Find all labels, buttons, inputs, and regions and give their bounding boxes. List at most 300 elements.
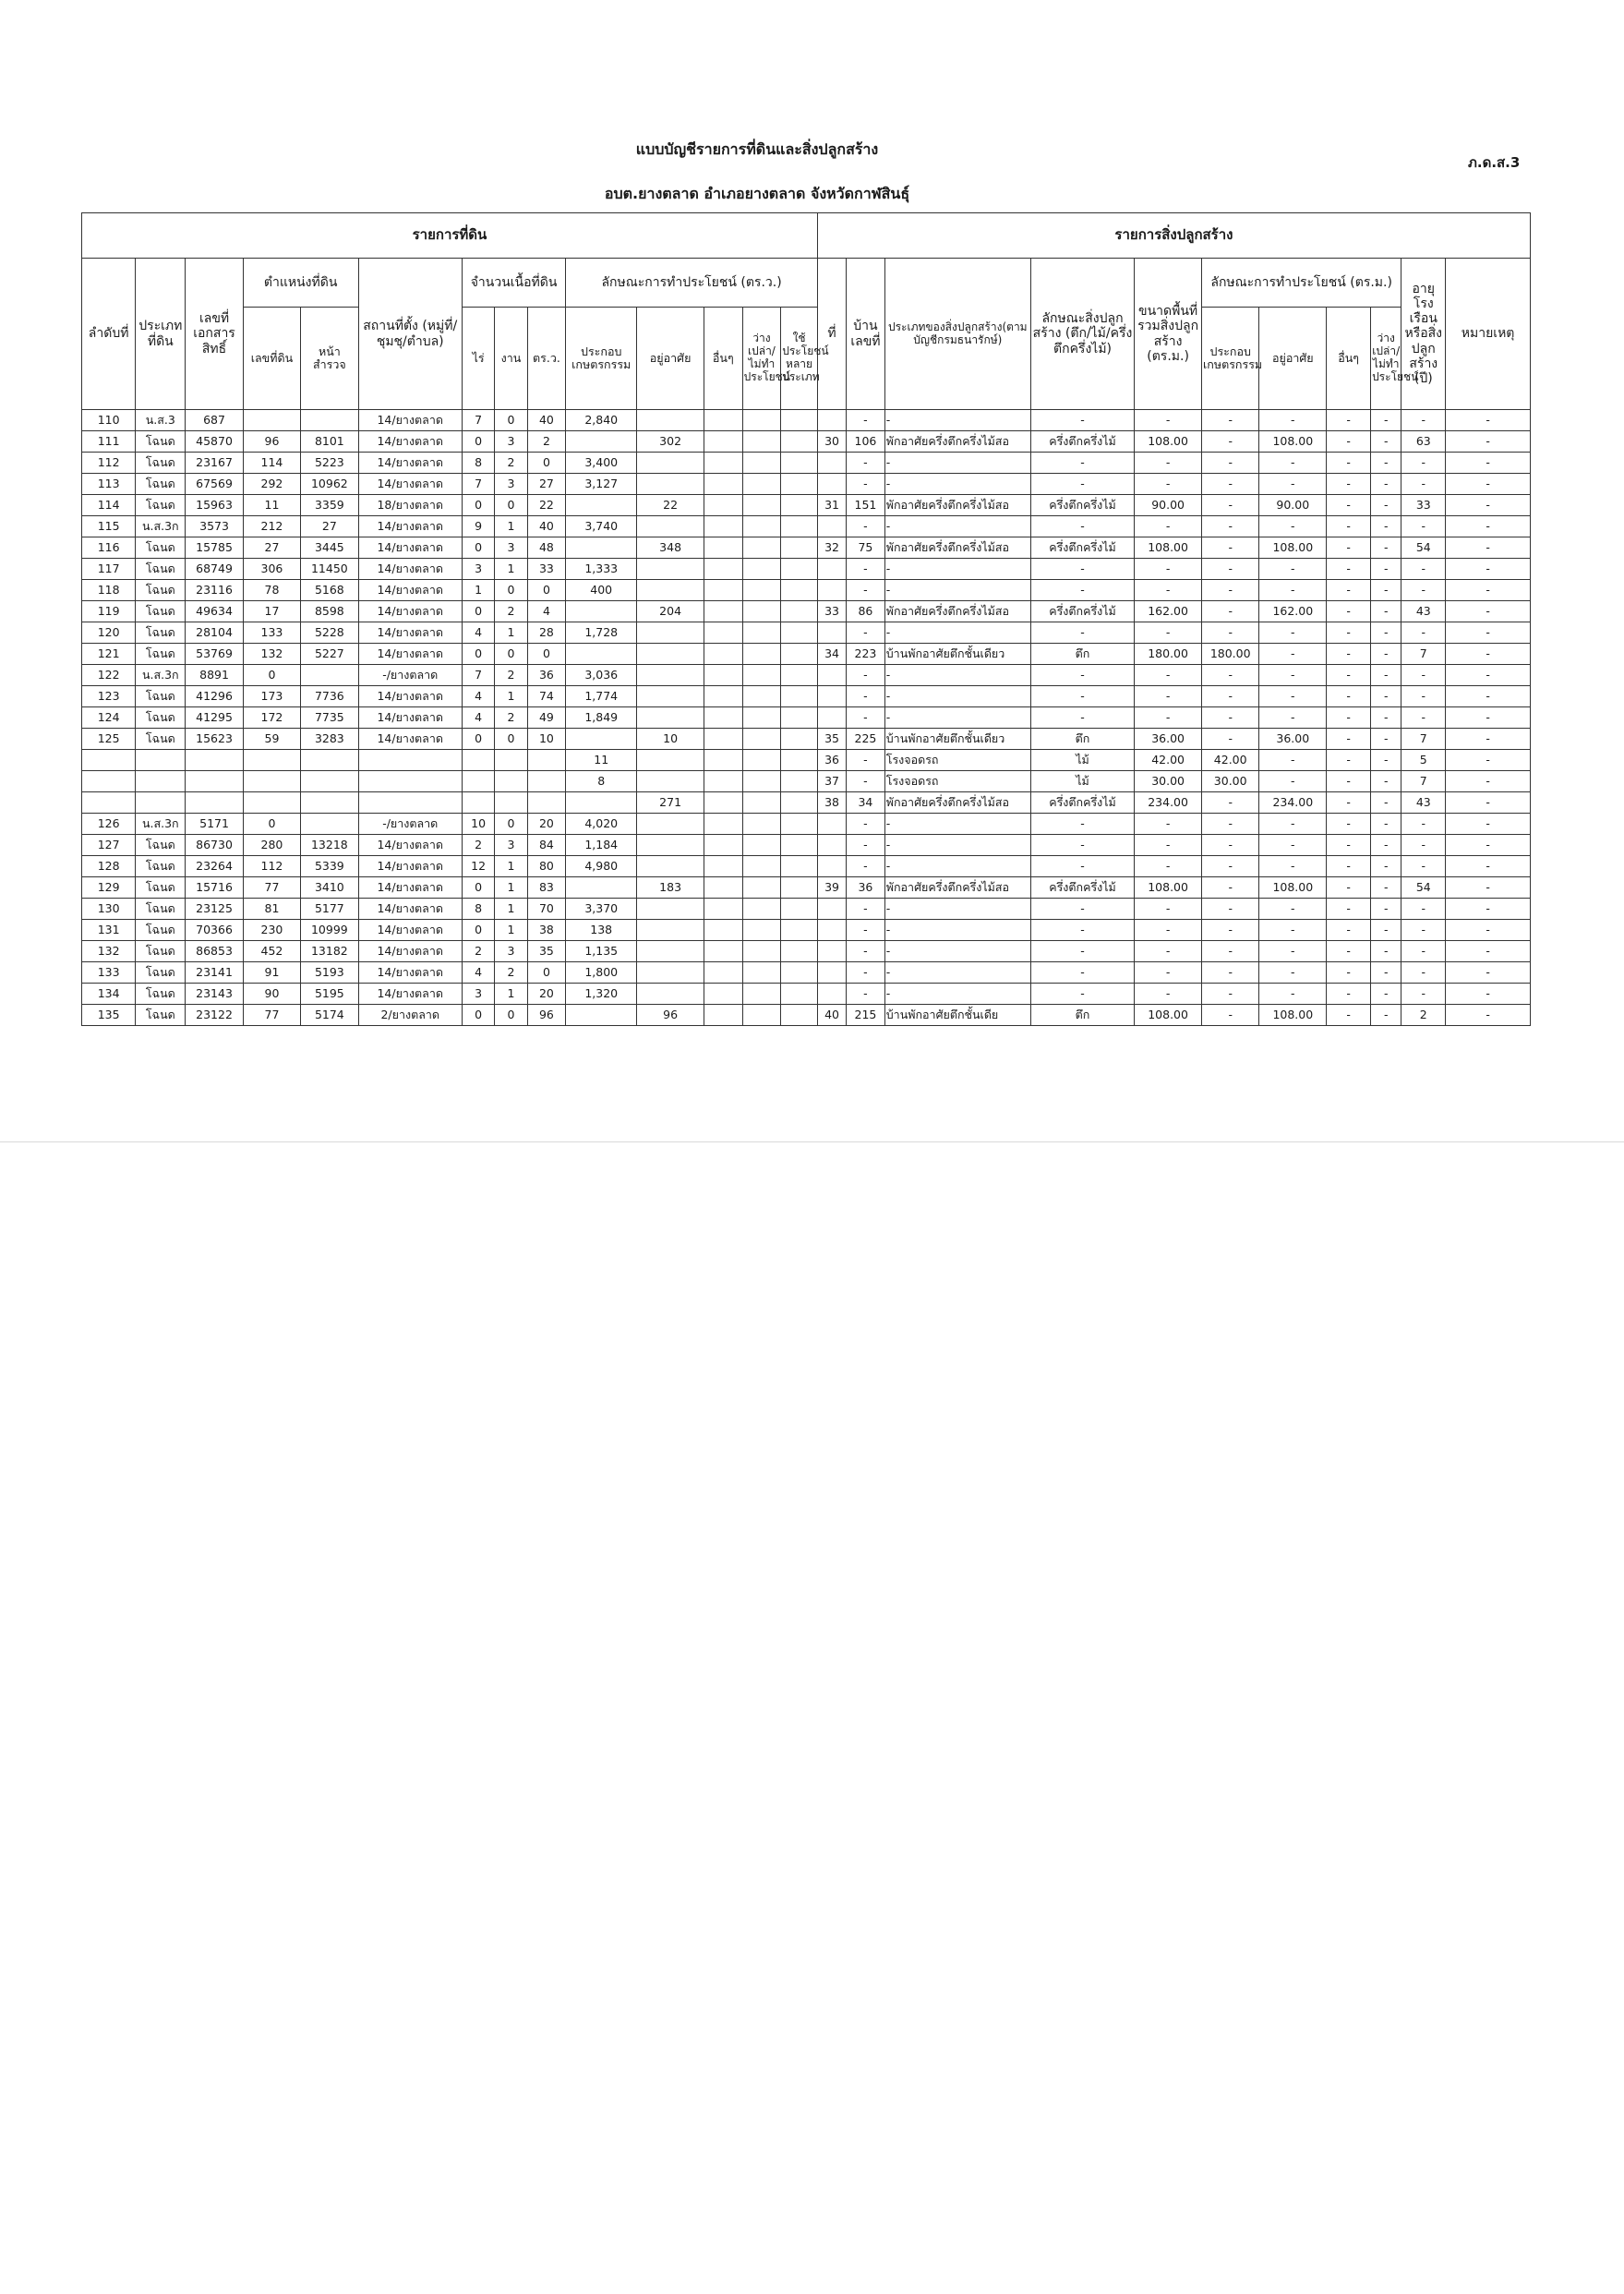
cell-addr: 2/ยางตลาด — [358, 1005, 462, 1026]
cell-bno: 34 — [817, 644, 846, 665]
cell-rmk: - — [1446, 771, 1531, 792]
cell-bage: 7 — [1401, 729, 1446, 750]
cell-btype: - — [884, 516, 1030, 537]
cell-bhouse: - — [847, 580, 885, 601]
table-row — [82, 856, 1531, 877]
cell-oth — [704, 580, 743, 601]
cell-rai: 12 — [462, 856, 494, 877]
cell-agri — [566, 601, 637, 622]
cell-land: 112 — [243, 856, 300, 877]
cell-res — [637, 707, 704, 729]
cell-agri — [566, 431, 637, 453]
table-row — [82, 644, 1531, 665]
cell-ngan: 2 — [495, 665, 527, 686]
cell-page — [301, 771, 358, 792]
cell-type: โฉนด — [136, 856, 186, 877]
cell-bage: 43 — [1401, 601, 1446, 622]
cell-bkind: - — [1030, 410, 1134, 431]
cell-bres: 108.00 — [1259, 877, 1327, 899]
cell-oth — [704, 814, 743, 835]
cell-mix — [781, 580, 818, 601]
cell-bres: - — [1259, 835, 1327, 856]
cell-doc: 15785 — [186, 537, 243, 559]
cell-oth — [704, 665, 743, 686]
cell-bage: - — [1401, 453, 1446, 474]
cell-addr: 14/ยางตลาด — [358, 580, 462, 601]
cell-bres: - — [1259, 516, 1327, 537]
cell-vac — [742, 984, 781, 1005]
cell-addr: 14/ยางตลาด — [358, 856, 462, 877]
cell-bagri: 180.00 — [1202, 644, 1259, 665]
cell-bkind: ตึก — [1030, 729, 1134, 750]
cell-doc: 15716 — [186, 877, 243, 899]
cell-addr: 14/ยางตลาด — [358, 835, 462, 856]
cell-bres: 90.00 — [1259, 495, 1327, 516]
cell-rmk: - — [1446, 537, 1531, 559]
cell-addr: 14/ยางตลาด — [358, 559, 462, 580]
cell-btype: - — [884, 580, 1030, 601]
cell-mix — [781, 835, 818, 856]
cell-bvac: - — [1371, 644, 1401, 665]
cell-res — [637, 941, 704, 962]
cell-bkind: - — [1030, 622, 1134, 644]
cell-bage: - — [1401, 516, 1446, 537]
cell-bno: 36 — [817, 750, 846, 771]
cell-bno — [817, 516, 846, 537]
cell-bno: 32 — [817, 537, 846, 559]
cell-bhouse: - — [847, 814, 885, 835]
cell-btype: - — [884, 559, 1030, 580]
cell-bno: 31 — [817, 495, 846, 516]
cell-doc: 49634 — [186, 601, 243, 622]
cell-land: 212 — [243, 516, 300, 537]
cell-res — [637, 410, 704, 431]
cell-land: 17 — [243, 601, 300, 622]
cell-bkind: - — [1030, 474, 1134, 495]
cell-res — [637, 516, 704, 537]
cell-page: 5227 — [301, 644, 358, 665]
col-doc-no: เลขที่เอกสารสิทธิ์ — [186, 259, 243, 410]
cell-type: โฉนด — [136, 899, 186, 920]
cell-vac — [742, 941, 781, 962]
cell-both: - — [1327, 644, 1371, 665]
cell-type: โฉนด — [136, 962, 186, 984]
cell-type: โฉนด — [136, 686, 186, 707]
cell-ngan: 2 — [495, 601, 527, 622]
cell-both: - — [1327, 1005, 1371, 1026]
cell-ngan: 0 — [495, 729, 527, 750]
cell-addr: 14/ยางตลาด — [358, 453, 462, 474]
cell-addr: 18/ยางตลาด — [358, 495, 462, 516]
cell-bsize: - — [1135, 856, 1202, 877]
cell-bagri: - — [1202, 431, 1259, 453]
cell-land — [243, 771, 300, 792]
cell-res — [637, 835, 704, 856]
cell-seq: 112 — [82, 453, 136, 474]
cell-bvac: - — [1371, 984, 1401, 1005]
cell-bres: 108.00 — [1259, 537, 1327, 559]
cell-mix — [781, 729, 818, 750]
cell-seq: 118 — [82, 580, 136, 601]
col-bu-other: อื่นๆ — [1327, 308, 1371, 410]
cell-res — [637, 920, 704, 941]
cell-seq: 124 — [82, 707, 136, 729]
cell-bhouse: - — [847, 622, 885, 644]
cell-rmk: - — [1446, 495, 1531, 516]
cell-wa: 27 — [527, 474, 566, 495]
cell-seq: 134 — [82, 984, 136, 1005]
cell-bno: 35 — [817, 729, 846, 750]
cell-bagri: - — [1202, 580, 1259, 601]
cell-seq: 119 — [82, 601, 136, 622]
cell-ngan: 1 — [495, 920, 527, 941]
col-survey-page: หน้าสำรวจ — [301, 308, 358, 410]
cell-oth — [704, 941, 743, 962]
cell-bres: - — [1259, 644, 1327, 665]
cell-bres: - — [1259, 580, 1327, 601]
cell-agri — [566, 1005, 637, 1026]
cell-seq: 115 — [82, 516, 136, 537]
cell-bagri: - — [1202, 707, 1259, 729]
cell-both: - — [1327, 622, 1371, 644]
cell-type: น.ส.3 — [136, 410, 186, 431]
cell-bno — [817, 686, 846, 707]
cell-doc: 15963 — [186, 495, 243, 516]
cell-bsize: 108.00 — [1135, 1005, 1202, 1026]
cell-btype: - — [884, 474, 1030, 495]
cell-both: - — [1327, 750, 1371, 771]
cell-both: - — [1327, 877, 1371, 899]
cell-bvac: - — [1371, 474, 1401, 495]
table-row — [82, 580, 1531, 601]
cell-bvac: - — [1371, 856, 1401, 877]
cell-both: - — [1327, 431, 1371, 453]
cell-ngan: 0 — [495, 1005, 527, 1026]
cell-land: 0 — [243, 665, 300, 686]
cell-page: 5193 — [301, 962, 358, 984]
cell-agri — [566, 729, 637, 750]
document-subtitle: อบต.ยางตลาด อำเภอยางตลาด จังหวัดกาฬสินธุ์ — [604, 185, 910, 202]
cell-bsize: - — [1135, 580, 1202, 601]
cell-bhouse: - — [847, 410, 885, 431]
cell-bkind: ครึ่งตึกครึ่งไม้ — [1030, 601, 1134, 622]
cell-both: - — [1327, 920, 1371, 941]
cell-land: 173 — [243, 686, 300, 707]
cell-res — [637, 771, 704, 792]
cell-vac — [742, 771, 781, 792]
cell-type: น.ส.3ก — [136, 516, 186, 537]
cell-rmk: - — [1446, 750, 1531, 771]
cell-bhouse: - — [847, 750, 885, 771]
cell-type: โฉนด — [136, 580, 186, 601]
cell-addr: 14/ยางตลาด — [358, 474, 462, 495]
cell-bage: 5 — [1401, 750, 1446, 771]
cell-seq: 117 — [82, 559, 136, 580]
cell-agri — [566, 644, 637, 665]
cell-land: 306 — [243, 559, 300, 580]
cell-bhouse: 225 — [847, 729, 885, 750]
cell-bno: 30 — [817, 431, 846, 453]
cell-bsize: 108.00 — [1135, 877, 1202, 899]
cell-both: - — [1327, 537, 1371, 559]
cell-bno: 33 — [817, 601, 846, 622]
cell-page: 5339 — [301, 856, 358, 877]
cell-bres: 162.00 — [1259, 601, 1327, 622]
cell-mix — [781, 856, 818, 877]
cell-bage: - — [1401, 941, 1446, 962]
cell-both: - — [1327, 601, 1371, 622]
cell-agri: 3,127 — [566, 474, 637, 495]
cell-bhouse: 86 — [847, 601, 885, 622]
cell-ngan: 0 — [495, 814, 527, 835]
cell-bsize: 234.00 — [1135, 792, 1202, 814]
cell-bno — [817, 962, 846, 984]
table-row — [82, 814, 1531, 835]
cell-btype: - — [884, 622, 1030, 644]
cell-bsize: - — [1135, 941, 1202, 962]
cell-bage: 7 — [1401, 644, 1446, 665]
cell-ngan: 1 — [495, 622, 527, 644]
cell-bhouse: 34 — [847, 792, 885, 814]
cell-rai: 0 — [462, 495, 494, 516]
cell-bres: - — [1259, 771, 1327, 792]
cell-bres: - — [1259, 984, 1327, 1005]
cell-page: 13218 — [301, 835, 358, 856]
cell-doc: 23116 — [186, 580, 243, 601]
cell-oth — [704, 984, 743, 1005]
cell-agri — [566, 537, 637, 559]
cell-land: 292 — [243, 474, 300, 495]
cell-agri: 3,036 — [566, 665, 637, 686]
cell-bno: 40 — [817, 1005, 846, 1026]
cell-bagri: - — [1202, 835, 1259, 856]
cell-bvac: - — [1371, 707, 1401, 729]
table-row — [82, 410, 1531, 431]
cell-wa — [527, 771, 566, 792]
cell-doc: 23167 — [186, 453, 243, 474]
cell-bhouse: - — [847, 962, 885, 984]
cell-oth — [704, 792, 743, 814]
cell-seq — [82, 750, 136, 771]
group-land-use: ลักษณะการทำประโยชน์ (ตร.ว.) — [566, 259, 818, 308]
cell-rmk: - — [1446, 856, 1531, 877]
cell-land: 96 — [243, 431, 300, 453]
cell-doc: 86730 — [186, 835, 243, 856]
cell-addr: 14/ยางตลาด — [358, 729, 462, 750]
cell-type: โฉนด — [136, 729, 186, 750]
col-lu-vacant: ว่างเปล่า/ไม่ทำประโยชน์ — [742, 308, 781, 410]
cell-page: 5174 — [301, 1005, 358, 1026]
cell-land — [243, 410, 300, 431]
cell-bhouse: - — [847, 984, 885, 1005]
cell-bsize: - — [1135, 410, 1202, 431]
cell-bage: 43 — [1401, 792, 1446, 814]
cell-rai: 1 — [462, 580, 494, 601]
cell-bsize: - — [1135, 453, 1202, 474]
cell-res: 22 — [637, 495, 704, 516]
cell-seq — [82, 792, 136, 814]
cell-bno — [817, 856, 846, 877]
cell-bno — [817, 665, 846, 686]
cell-ngan — [495, 792, 527, 814]
cell-addr: 14/ยางตลาด — [358, 431, 462, 453]
cell-page — [301, 410, 358, 431]
cell-vac — [742, 453, 781, 474]
cell-wa — [527, 792, 566, 814]
cell-mix — [781, 984, 818, 1005]
cell-bres: 234.00 — [1259, 792, 1327, 814]
cell-ngan: 0 — [495, 580, 527, 601]
cell-rmk: - — [1446, 516, 1531, 537]
cell-mix — [781, 453, 818, 474]
cell-bkind: - — [1030, 899, 1134, 920]
cell-doc: 67569 — [186, 474, 243, 495]
cell-mix — [781, 814, 818, 835]
cell-addr: 14/ยางตลาด — [358, 984, 462, 1005]
cell-bage: - — [1401, 580, 1446, 601]
cell-bsize: 108.00 — [1135, 537, 1202, 559]
cell-rai: 8 — [462, 453, 494, 474]
cell-bno — [817, 580, 846, 601]
cell-bkind: ตึก — [1030, 644, 1134, 665]
cell-rai: 0 — [462, 644, 494, 665]
table-row — [82, 686, 1531, 707]
cell-vac — [742, 431, 781, 453]
cell-bsize: - — [1135, 962, 1202, 984]
cell-rai: 7 — [462, 474, 494, 495]
cell-agri — [566, 792, 637, 814]
cell-bagri: 42.00 — [1202, 750, 1259, 771]
cell-bvac: - — [1371, 410, 1401, 431]
cell-rmk: - — [1446, 729, 1531, 750]
cell-bagri: - — [1202, 729, 1259, 750]
cell-agri: 1,320 — [566, 984, 637, 1005]
cell-oth — [704, 644, 743, 665]
cell-ngan: 0 — [495, 644, 527, 665]
cell-ngan: 3 — [495, 431, 527, 453]
cell-seq: 131 — [82, 920, 136, 941]
cell-page: 3410 — [301, 877, 358, 899]
cell-addr: 14/ยางตลาด — [358, 601, 462, 622]
table-row — [82, 622, 1531, 644]
cell-land: 59 — [243, 729, 300, 750]
cell-doc: 45870 — [186, 431, 243, 453]
cell-type: โฉนด — [136, 1005, 186, 1026]
cell-wa: 40 — [527, 516, 566, 537]
cell-seq: 126 — [82, 814, 136, 835]
scan-blot — [999, 1065, 1047, 1098]
cell-bno — [817, 622, 846, 644]
scan-blot — [572, 1065, 652, 1098]
cell-btype: - — [884, 453, 1030, 474]
cell-oth — [704, 707, 743, 729]
cell-mix — [781, 1005, 818, 1026]
cell-bage: - — [1401, 410, 1446, 431]
cell-rmk: - — [1446, 686, 1531, 707]
cell-bno: 38 — [817, 792, 846, 814]
table-row — [82, 835, 1531, 856]
cell-page: 3445 — [301, 537, 358, 559]
col-bu-agri: ประกอบเกษตรกรรม — [1202, 308, 1259, 410]
cell-land — [243, 750, 300, 771]
cell-vac — [742, 835, 781, 856]
cell-mix — [781, 771, 818, 792]
cell-btype: พักอาศัยครึ่งตึกครึ่งไม้สอ — [884, 537, 1030, 559]
cell-btype: - — [884, 665, 1030, 686]
cell-res — [637, 665, 704, 686]
cell-wa: 49 — [527, 707, 566, 729]
cell-both: - — [1327, 984, 1371, 1005]
cell-doc: 41295 — [186, 707, 243, 729]
cell-rmk: - — [1446, 962, 1531, 984]
cell-vac — [742, 622, 781, 644]
cell-btype: - — [884, 941, 1030, 962]
cell-oth — [704, 559, 743, 580]
cell-mix — [781, 601, 818, 622]
cell-bvac: - — [1371, 686, 1401, 707]
cell-page: 7735 — [301, 707, 358, 729]
cell-addr — [358, 771, 462, 792]
cell-bage: 54 — [1401, 877, 1446, 899]
cell-bhouse: - — [847, 941, 885, 962]
cell-rmk: - — [1446, 453, 1531, 474]
cell-wa: 22 — [527, 495, 566, 516]
cell-mix — [781, 644, 818, 665]
cell-bres: - — [1259, 707, 1327, 729]
cell-rmk: - — [1446, 601, 1531, 622]
cell-doc: 23264 — [186, 856, 243, 877]
cell-vac — [742, 516, 781, 537]
table-row — [82, 431, 1531, 453]
cell-vac — [742, 580, 781, 601]
cell-doc: 86853 — [186, 941, 243, 962]
cell-type — [136, 792, 186, 814]
cell-addr: 14/ยางตลาด — [358, 962, 462, 984]
cell-btype: บ้านพักอาศัยตึกชั้นเดียว — [884, 729, 1030, 750]
table-row — [82, 707, 1531, 729]
cell-type: น.ส.3ก — [136, 814, 186, 835]
cell-bagri: - — [1202, 495, 1259, 516]
cell-bno — [817, 453, 846, 474]
cell-bage: 7 — [1401, 771, 1446, 792]
table-row — [82, 941, 1531, 962]
cell-bhouse: 75 — [847, 537, 885, 559]
cell-res: 302 — [637, 431, 704, 453]
cell-ngan: 1 — [495, 984, 527, 1005]
cell-agri — [566, 495, 637, 516]
cell-ngan: 1 — [495, 899, 527, 920]
cell-seq: 132 — [82, 941, 136, 962]
cell-page: 8598 — [301, 601, 358, 622]
group-area: จำนวนเนื้อที่ดิน — [462, 259, 565, 308]
col-b-no: ที่ — [817, 259, 846, 410]
cell-bsize: 162.00 — [1135, 601, 1202, 622]
cell-page: 5168 — [301, 580, 358, 601]
cell-page: 5228 — [301, 622, 358, 644]
cell-seq: 113 — [82, 474, 136, 495]
cell-btype: พักอาศัยครึ่งตึกครึ่งไม้สอ — [884, 495, 1030, 516]
col-rai: ไร่ — [462, 308, 494, 410]
cell-mix — [781, 495, 818, 516]
cell-rmk: - — [1446, 1005, 1531, 1026]
cell-mix — [781, 686, 818, 707]
cell-oth — [704, 410, 743, 431]
cell-btype: - — [884, 856, 1030, 877]
table-row — [82, 729, 1531, 750]
cell-both: - — [1327, 962, 1371, 984]
cell-bres: 108.00 — [1259, 431, 1327, 453]
cell-oth — [704, 856, 743, 877]
